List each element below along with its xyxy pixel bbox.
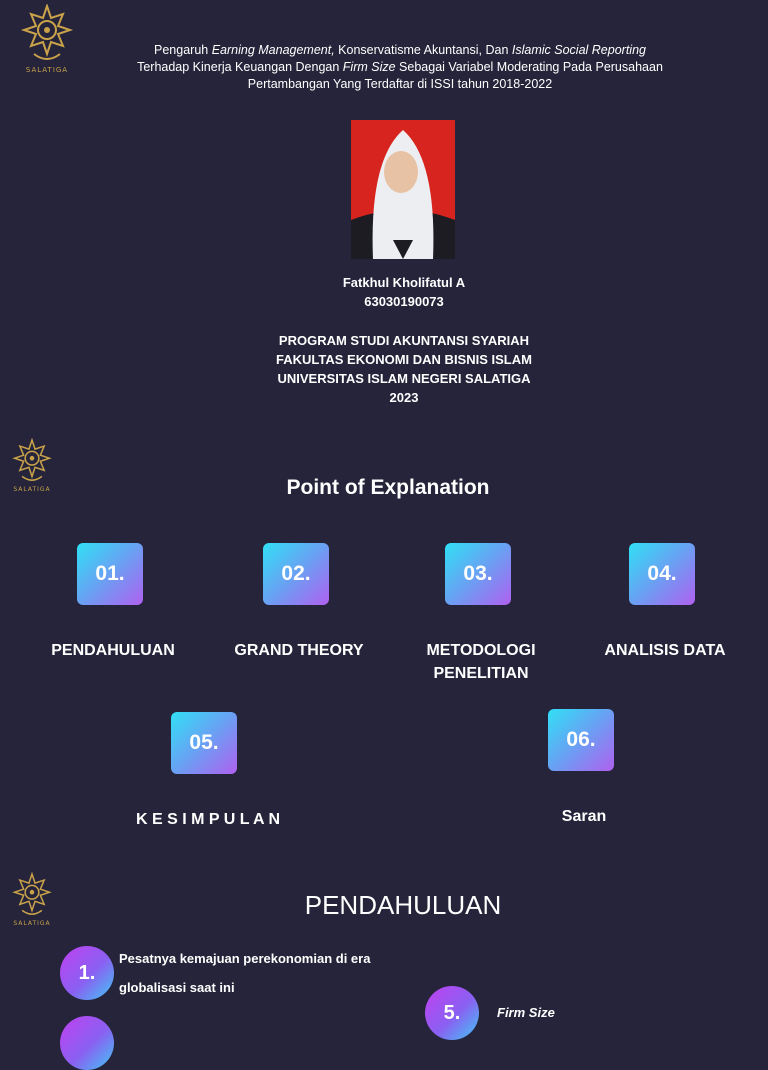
logo-caption: SALATIGA [13, 920, 51, 927]
point-bullet-partial [60, 1016, 114, 1070]
portrait-image [351, 120, 455, 259]
thesis-title [100, 42, 700, 93]
faculty: FAKULTAS EKONOMI DAN BISNIS ISLAM [276, 352, 532, 367]
university-logo [18, 4, 76, 74]
point-number-04: 04. [629, 543, 695, 605]
logo-caption: SALATIGA [25, 66, 69, 74]
point-bullet-5: 5. [425, 986, 479, 1040]
student-name: Fatkhul Kholifatul A [342, 275, 466, 290]
university: UNIVERSITAS ISLAM NEGERI SALATIGA [277, 371, 531, 386]
title-line-3: Pertambangan Yang Terdaftar di ISSI tahun 2018-2022 [247, 77, 553, 91]
point-text-1: Pesatnya kemajuan perekonomian di era globalisasi saat ini [119, 951, 371, 995]
student-nim: 63030190073 [364, 294, 444, 309]
point-number-01: 01. [77, 543, 143, 605]
student-photo [351, 120, 455, 259]
point-label-05: K E S I M P U L A N [135, 811, 281, 828]
logo-emblem-icon [18, 4, 76, 66]
point-number-05: 05. [171, 712, 237, 774]
title-line-1: Pengaruh Earning Management, Konservatisme Akuntansi, Dan Islamic Social Reporting [154, 43, 646, 57]
study-program: PROGRAM STUDI AKUNTANSI SYARIAH [278, 333, 530, 348]
title-line-2: Terhadap Kinerja Keuangan Dengan Firm Size Sebagai Variabel Moderating Pada Perusahaan [137, 60, 663, 74]
title-slide [0, 0, 768, 430]
section-title: PENDAHULUAN [304, 890, 502, 920]
point-label-04: ANALISIS DATA [604, 642, 726, 659]
year: 2023 [389, 390, 419, 405]
point-label-02: GRAND THEORY [234, 642, 364, 659]
point-label-03: METODOLOGI PENELITIAN [426, 642, 536, 682]
point-label-01: PENDAHULUAN [51, 642, 175, 659]
point-number-03: 03. [445, 543, 511, 605]
point-bullet-1: 1. [60, 946, 114, 1000]
outline-slide [0, 430, 768, 850]
point-number-06: 06. [548, 709, 614, 771]
logo-caption: SALATIGA [13, 486, 51, 493]
introduction-slide [0, 850, 768, 1024]
point-number-02: 02. [263, 543, 329, 605]
point-label-06: Saran [561, 808, 607, 825]
point-text-5: Firm Size [497, 1005, 555, 1020]
outline-title: Point of Explanation [286, 476, 490, 499]
